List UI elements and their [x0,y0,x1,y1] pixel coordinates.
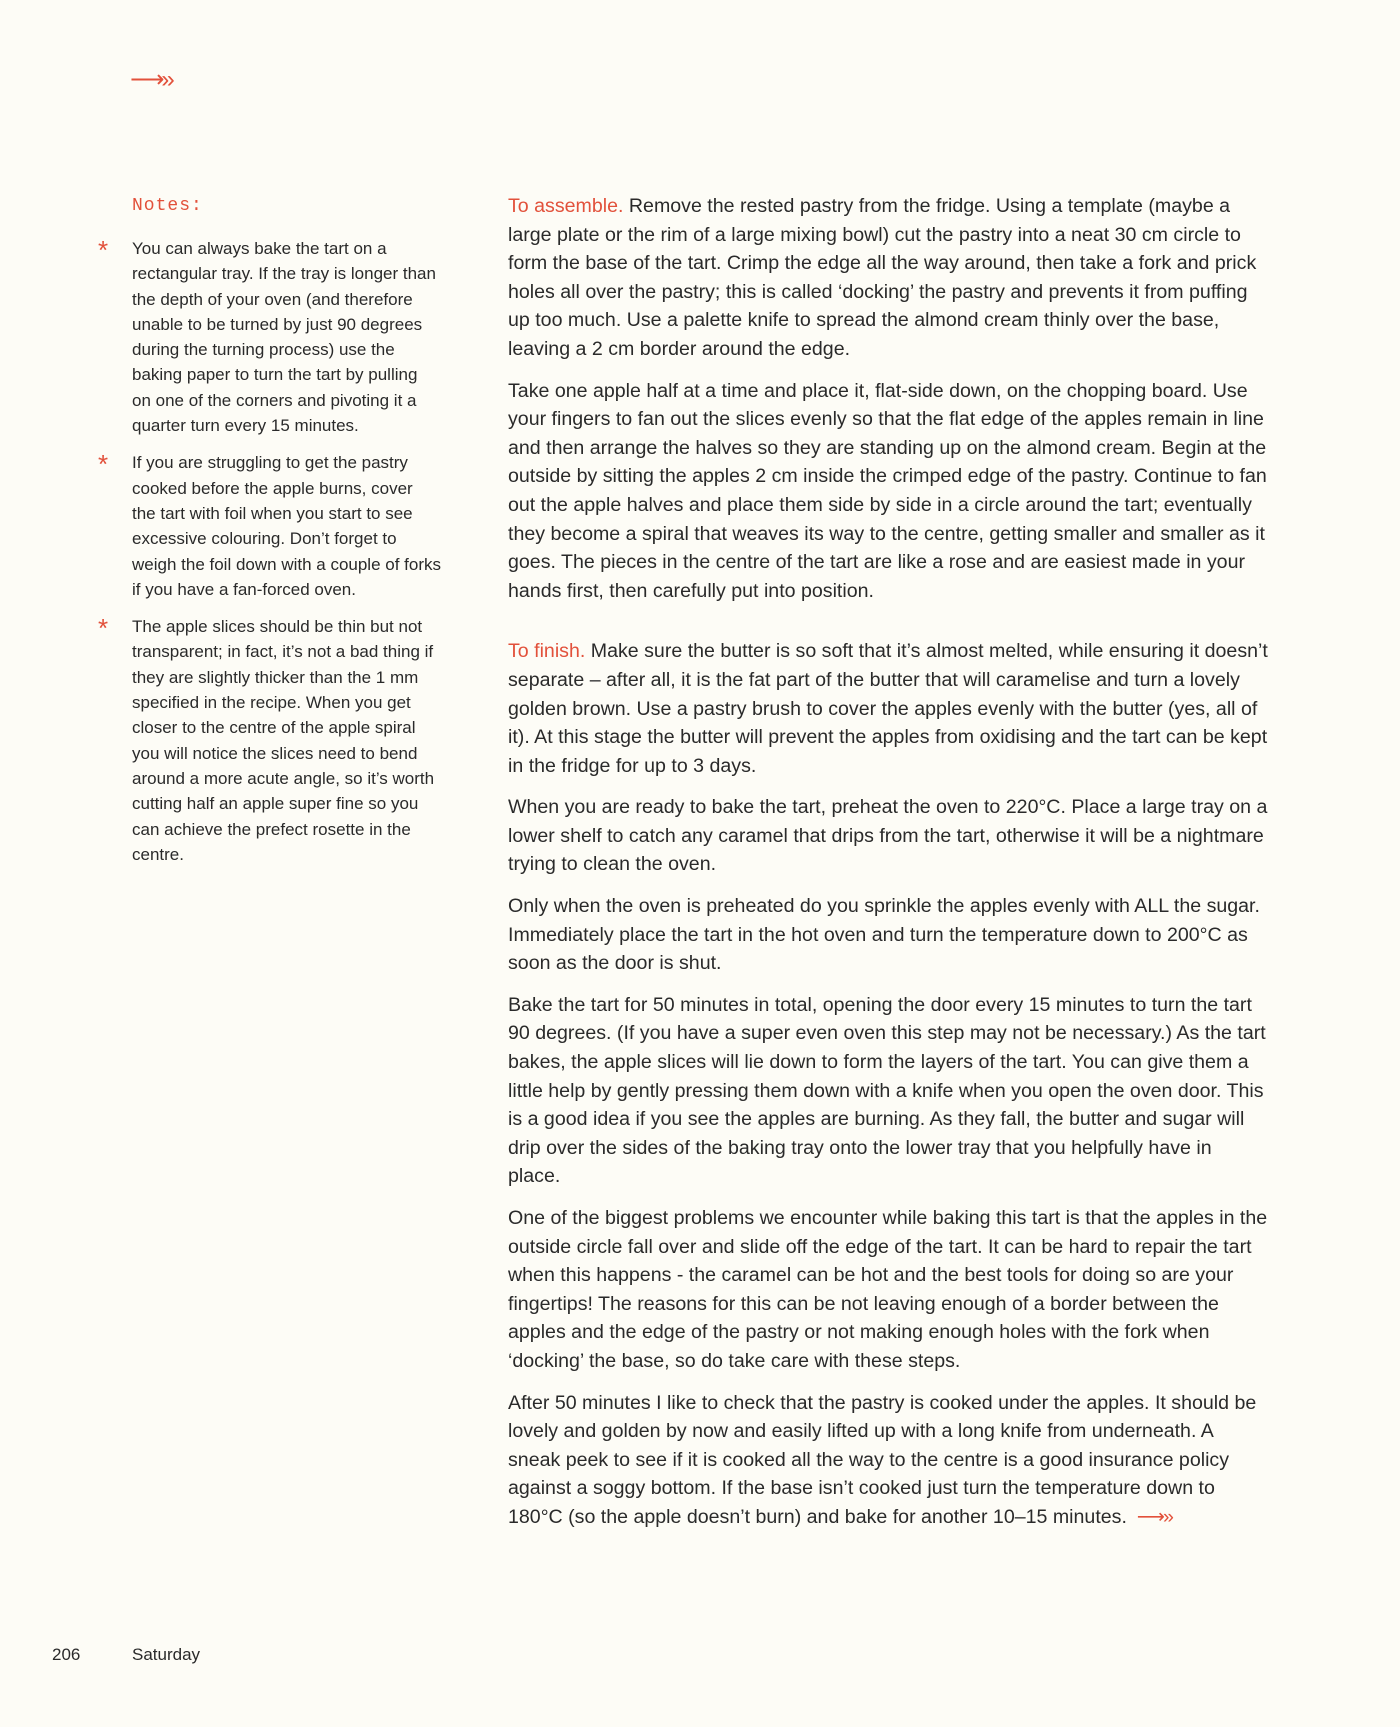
method-column [508,192,1268,1545]
sugar-paragraph: Only when the oven is preheated do you sprinkle the apples evenly with ALL the sugar. Immediately place the tart in the hot oven and turn the temperature down to 200°C as soon as the door is shut. [508,895,1260,975]
note-item [96,450,441,602]
preheat-paragraph: When you are ready to bake the tart, preheat the oven to 220°C. Place a large tray on a lower shelf to catch any caramel that drips from the tart, otherwise it will be a nightmare trying to clean the oven. [508,796,1268,876]
continue-arrow-icon: ⟶» [1136,1505,1172,1528]
asterisk-icon: * [98,449,109,480]
note-text: If you are struggling to get the pastry cooked before the apple burns, cover the tart with foil when you start to see excessive colouring. Don’t forget to weigh the foil down with a couple of forks if you have a fan-forced oven. [132,453,442,599]
notes-list [96,236,441,867]
check-text: After 50 minutes I like to check that the pastry is cooked under the apples. It should be lovely and golden by now and easily lifted up with a long knife from underneath. A sneak peek to see if it is cooked all the way to the centre is a good insurance policy against a soggy bottom. If the base isn’t cooked just turn the temperature down to 180°C (so the apple doesn’t burn) and bake for another 10–15 minutes. [508,1391,1257,1528]
finish-lead: To finish. [508,640,586,663]
assemble-paragraph [508,192,1268,364]
note-text: You can always bake the tart on a rectangular tray. If the tray is longer than the depth of your oven (and therefore unable to be turned by just 90 degrees during the turning process) use the baking paper to turn the tart by pulling on one of the corners and pivoting it a quarter turn every 15 minutes. [132,239,436,436]
assemble-text: Remove the rested pastry from the fridge. Using a template (maybe a large plate or the rim of a large mixing bowl) cut the pastry into a neat 30 cm circle to form the base of the tart. Crimp the edge all the way around, then take a fork and prick holes all over the pastry; this is called ‘docking’ the pastry and prevents it from puffing up too much. Use a palette knife to spread the almond cream thinly over the base, leaving a 2 cm border around the edge. [508,195,1257,360]
notes-heading: Notes: [132,196,203,216]
asterisk-icon: * [98,235,109,265]
bake-paragraph: Bake the tart for 50 minutes in total, opening the door every 15 minutes to turn the tart 90 degrees. (If you have a super even oven this step may not be necessary.) As the tart bakes, the apple slices will lie down to form the layers of the tart. You can give them a little help by gently pressing them down with a knife when you open the oven door. This is a good idea if you see the apples are burning. As they fall, the butter and sugar will drip over the sides of the baking tray onto the lower tray that you helpfully have in place. [508,993,1266,1188]
running-title: Saturday [132,1645,201,1664]
page-number: 206 [52,1645,81,1664]
finish-text: Make sure the butter is so soft that it’s almost melted, while ensuring it doesn’t separate – after all, it is the fat part of the butter that will caramelise and turn a lovely golden brown. Use a pastry brush to cover the apples evenly with the butter (yes, all of it). At this stage the butter will prevent the apples from oxidising and the tart can be kept in the fridge for up to 3 days. [508,640,1268,777]
check-paragraph [508,1389,1268,1532]
notes-sidebar [96,196,441,879]
problems-paragraph: One of the biggest problems we encounter while baking this tart is that the apples in the outside circle fall over and slide off the edge of the tart. It can be hard to repair the tart when this happens - the caramel can be hot and the best tools for doing so are your fingertips! The reasons for this can be not leaving enough of a border between the apples and the edge of the pastry or not making enough holes with the fork when ‘docking’ the base, so do take care with these steps. [508,1207,1268,1372]
arrange-paragraph: Take one apple half at a time and place it, flat-side down, on the chopping board. Use your fingers to fan out the slices evenly so that the flat edge of the apples remain in line and then arrange the halves so they are standing up on the almond cream. Begin at the outside by sitting the apples 2 cm inside the crimped edge of the pastry. Continue to fan out the apple halves and place them side by side in a circle around the tart; eventually they become a spiral that weaves its way to the centre, getting smaller and smaller as it goes. The pieces in the centre of the tart are like a rose and are easiest made in your hands first, then carefully put into position. [508,379,1267,602]
note-item [96,236,441,438]
note-text: The apple slices should be thin but not transparent; in fact, it’s not a bad thing if they are slightly thicker than the 1 mm specified in the recipe. When you get closer to the centre of the apple spiral you will notice the slices need to bend around a more acute angle, so it’s worth cutting half an apple super fine so you can achieve the prefect rosette in the centre. [132,617,435,864]
asterisk-icon: * [98,613,109,644]
assemble-lead: To assemble. [508,195,624,217]
continue-arrow-icon: ⟶» [130,66,172,93]
finish-paragraph [508,637,1268,780]
note-item [96,614,441,867]
